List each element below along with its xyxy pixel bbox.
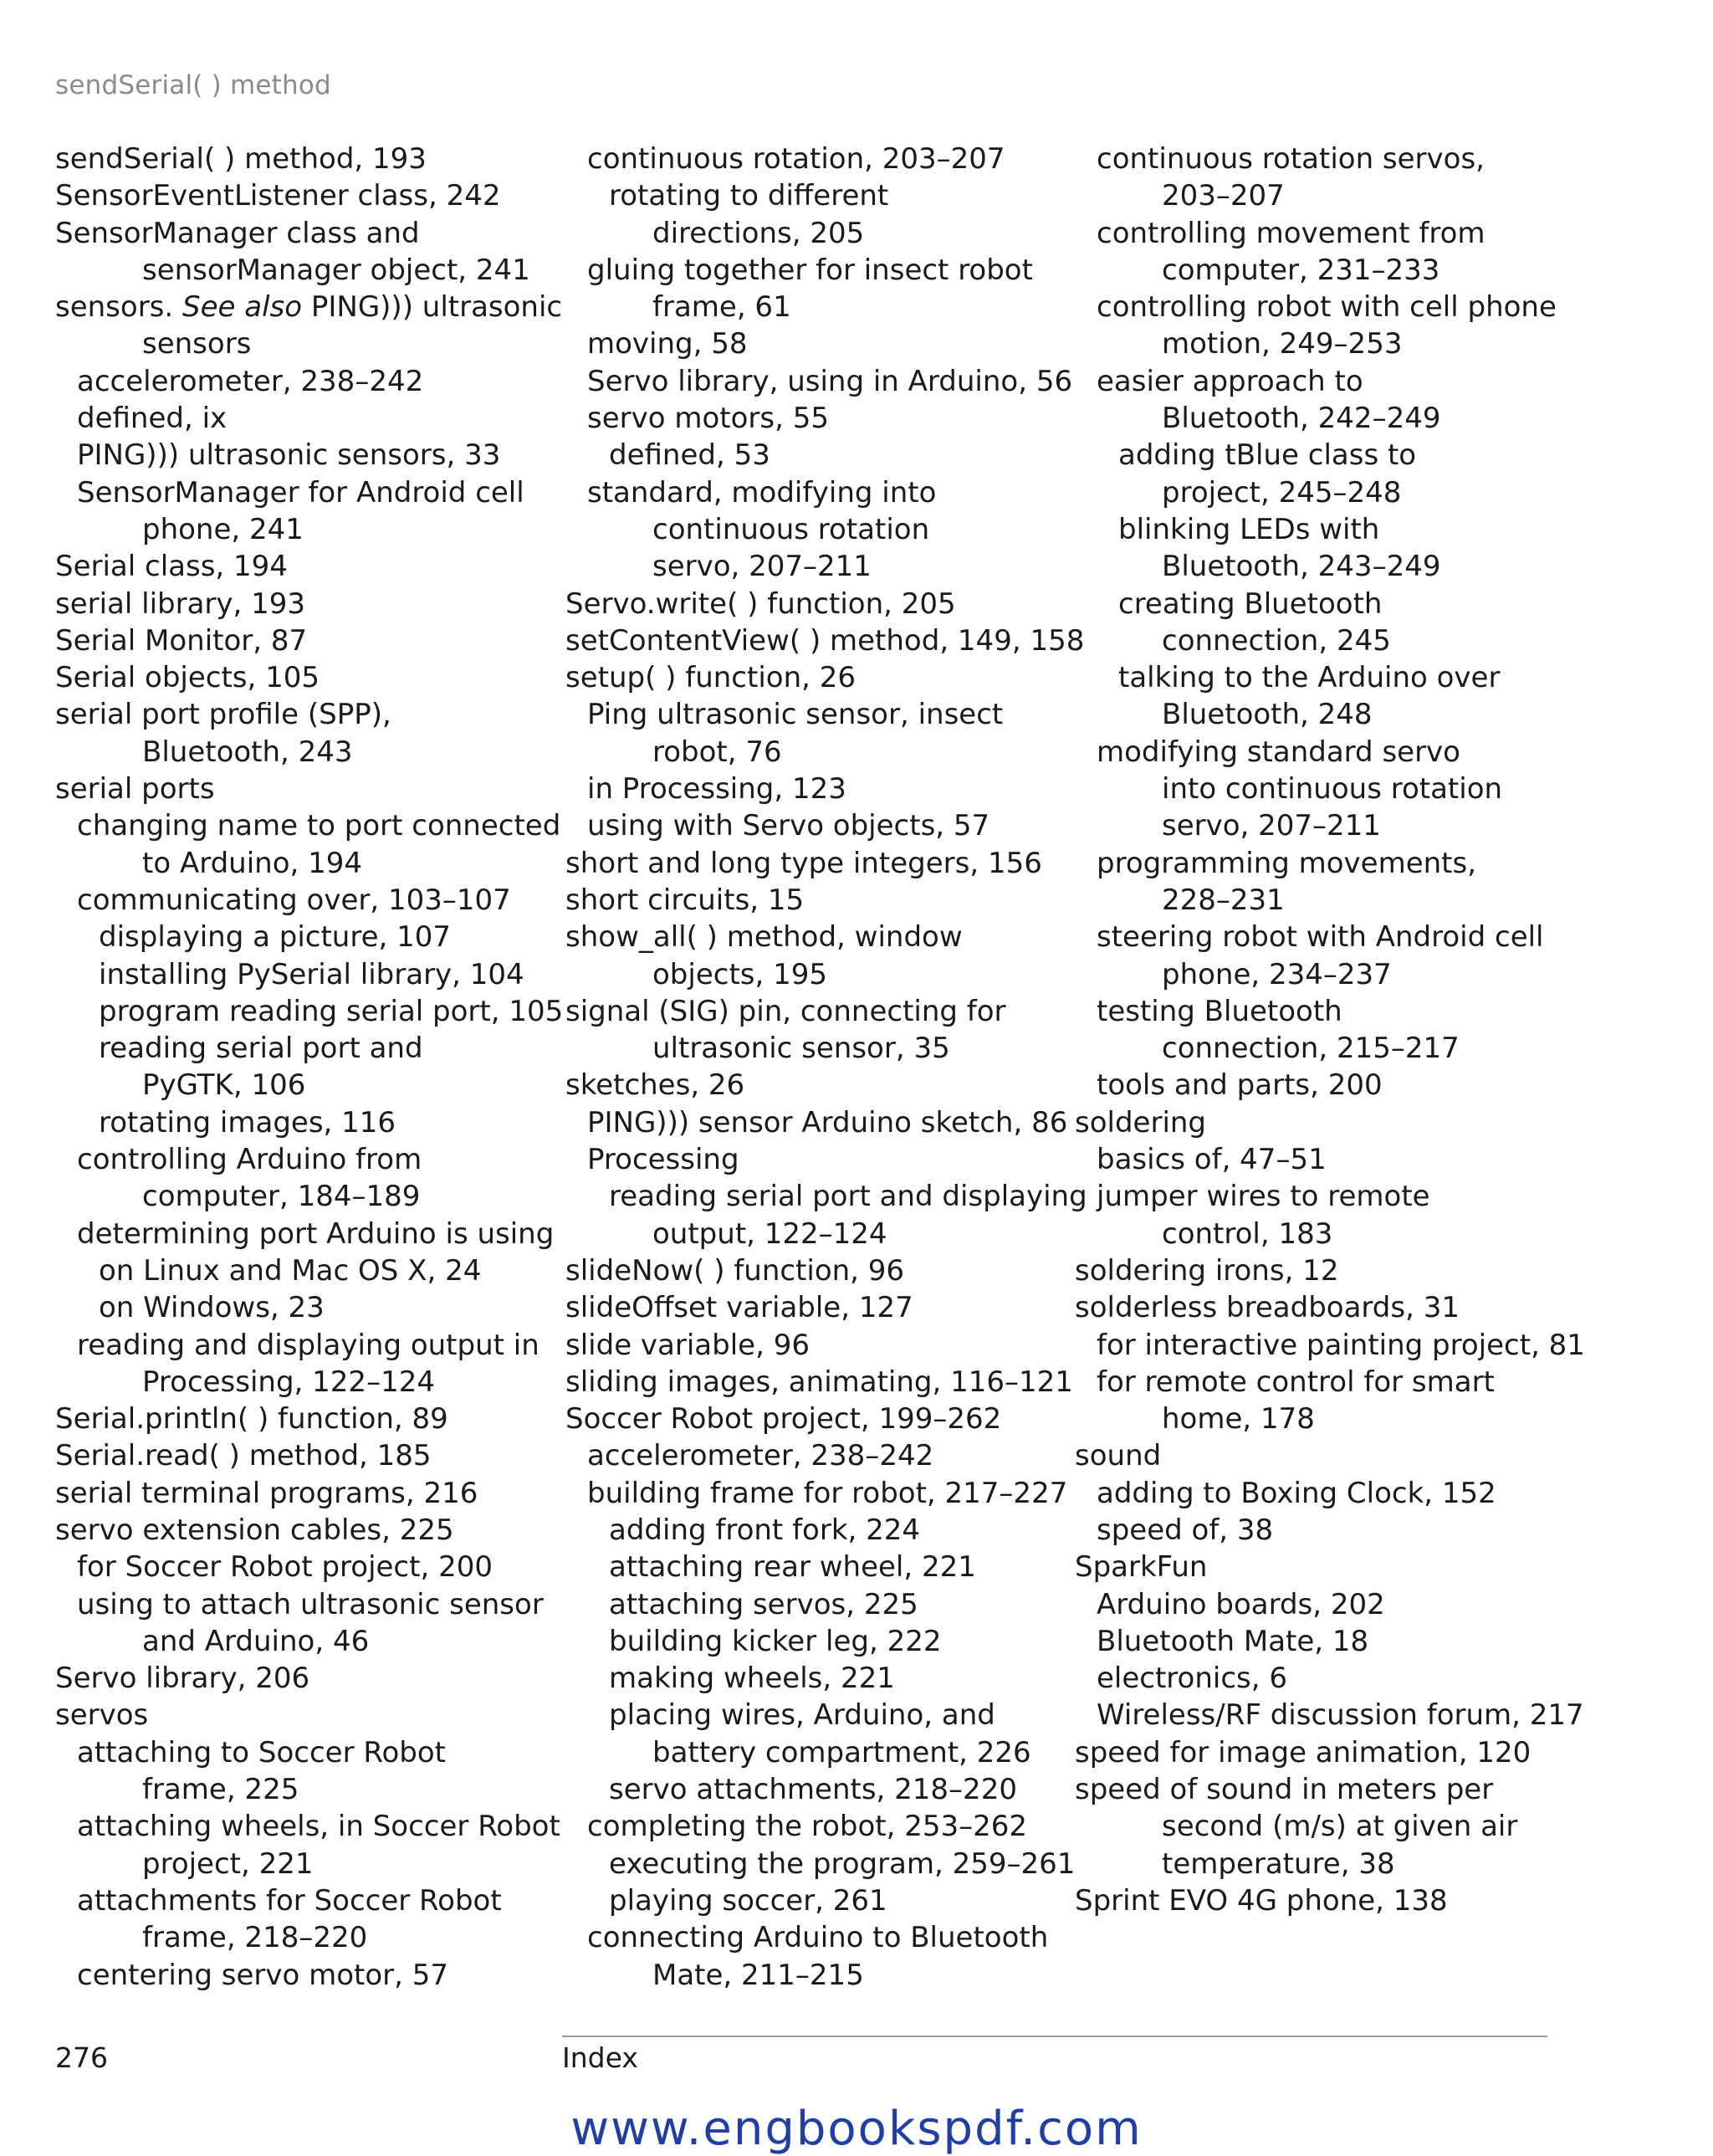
index-entry: Soccer Robot project, 199–262: [565, 1402, 1002, 1436]
index-entry: centering servo motor, 57: [77, 1958, 449, 1992]
see-also-label: See also: [182, 290, 303, 325]
index-entry: short circuits, 15: [565, 883, 805, 917]
index-entry-continuation: ultrasonic sensor, 35: [652, 1032, 950, 1066]
index-entry: sliding images, animating, 116–121: [565, 1365, 1073, 1399]
index-entry-continuation: Bluetooth, 248: [1162, 698, 1373, 732]
index-entry: Servo library, using in Arduino, 56: [587, 364, 1073, 398]
index-entry-continuation: servo, 207–211: [652, 550, 872, 584]
index-entry: easier approach to: [1097, 364, 1363, 398]
index-entry: slide variable, 96: [565, 1328, 810, 1362]
index-entry: standard, modifying into: [587, 475, 937, 510]
index-entry: placing wires, Arduino, and: [609, 1698, 995, 1733]
index-entry: in Processing, 123: [587, 772, 846, 807]
footer-label: Index: [562, 2041, 638, 2074]
index-entry: SensorManager class and: [55, 216, 420, 250]
index-entry: setContentView( ) method, 149, 158: [565, 623, 1085, 658]
index-entry: on Windows, 23: [99, 1291, 325, 1325]
index-entry: SensorEventListener class, 242: [55, 179, 501, 213]
index-entry: playing soccer, 261: [609, 1883, 887, 1918]
index-entry: displaying a picture, 107: [99, 920, 452, 955]
index-entry: for Soccer Robot project, 200: [77, 1550, 493, 1585]
index-entry: attaching wheels, in Soccer Robot: [77, 1810, 560, 1844]
index-entry: determining port Arduino is using: [77, 1216, 555, 1251]
index-entry: short and long type integers, 156: [565, 846, 1042, 880]
index-entry-continuation: motion, 249–253: [1162, 327, 1403, 361]
index-entry-continuation: project, 221: [142, 1846, 314, 1881]
index-entry-continuation: phone, 234–237: [1162, 957, 1392, 991]
index-entry-continuation: connection, 245: [1162, 623, 1391, 658]
index-entry: serial terminal programs, 216: [55, 1476, 478, 1510]
index-entry: creating Bluetooth: [1118, 586, 1383, 621]
index-entry-continuation: continuous rotation: [652, 512, 930, 546]
index-entry: soldering irons, 12: [1075, 1253, 1339, 1288]
index-entry-continuation: project, 245–248: [1162, 475, 1402, 510]
index-entry: slideNow( ) function, 96: [565, 1253, 905, 1288]
index-entry: signal (SIG) pin, connecting for: [565, 994, 1006, 1028]
index-entry: sendSerial( ) method, 193: [55, 142, 427, 176]
index-entry-continuation: phone, 241: [142, 512, 304, 546]
index-entry: Ping ultrasonic sensor, insect: [587, 698, 1004, 732]
index-entry: completing the robot, 253–262: [587, 1810, 1028, 1844]
index-entry: using to attach ultrasonic sensor: [77, 1587, 544, 1621]
index-entry: continuous rotation, 203–207: [587, 142, 1005, 176]
index-entry: servo attachments, 218–220: [609, 1773, 1017, 1807]
index-entry: servos: [55, 1698, 149, 1733]
index-entry: SparkFun: [1075, 1550, 1208, 1585]
index-entry-continuation: battery compartment, 226: [652, 1735, 1031, 1769]
index-entry: programming movements,: [1097, 846, 1477, 880]
index-entry: sensors. See also PING))) ultrasonic: [55, 290, 563, 325]
index-entry: making wheels, 221: [609, 1662, 895, 1696]
index-entry: modifying standard servo: [1097, 735, 1460, 769]
index-entry: controlling Arduino from: [77, 1143, 422, 1177]
index-entry: tools and parts, 200: [1097, 1068, 1383, 1103]
index-entry-continuation: 203–207: [1162, 179, 1285, 213]
index-entry: sound: [1075, 1439, 1162, 1473]
index-entry: on Linux and Mac OS X, 24: [99, 1253, 482, 1288]
running-head: sendSerial( ) method: [55, 70, 331, 100]
index-entry-continuation: sensors: [142, 327, 252, 361]
index-entry-continuation: connection, 215–217: [1162, 1032, 1460, 1066]
index-column-3: [1075, 141, 1585, 1919]
index-entry: testing Bluetooth: [1097, 994, 1342, 1028]
index-entry-continuation: frame, 225: [142, 1773, 299, 1807]
index-entry: program reading serial port, 105: [99, 994, 564, 1028]
watermark-link[interactable]: www.engbookspdf.com: [570, 2102, 1143, 2156]
index-entry: blinking LEDs with: [1118, 512, 1380, 546]
index-entry: attaching rear wheel, 221: [609, 1550, 976, 1585]
index-entry-continuation: temperature, 38: [1162, 1846, 1395, 1881]
index-entry: speed of, 38: [1097, 1513, 1274, 1547]
index-entry: building frame for robot, 217–227: [587, 1476, 1068, 1510]
index-entry-continuation: Bluetooth, 242–249: [1162, 402, 1441, 436]
index-entry: adding tBlue class to: [1118, 438, 1417, 473]
index-entry: reading serial port and: [99, 1032, 423, 1066]
index-entry: servo extension cables, 225: [55, 1513, 454, 1547]
index-entry-continuation: into continuous rotation: [1162, 772, 1503, 807]
index-entry-continuation: Bluetooth, 243–249: [1162, 550, 1441, 584]
index-entry: Serial class, 194: [55, 550, 288, 584]
index-entry: Wireless/RF discussion forum, 217: [1097, 1698, 1584, 1733]
index-entry: show_all( ) method, window: [565, 920, 963, 955]
index-entry: Serial objects, 105: [55, 661, 320, 695]
index-entry: Sprint EVO 4G phone, 138: [1075, 1883, 1448, 1918]
index-entry-continuation: servo, 207–211: [1162, 809, 1381, 843]
index-entry: gluing together for insect robot: [587, 253, 1033, 287]
index-entry: building kicker leg, 222: [609, 1624, 942, 1658]
index-entry: servo motors, 55: [587, 402, 829, 436]
index-entry: reading and displaying output in: [77, 1328, 539, 1362]
index-entry: speed of sound in meters per: [1075, 1773, 1494, 1807]
index-entry-continuation: sensorManager object, 241: [142, 253, 530, 287]
index-entry-continuation: frame, 218–220: [142, 1921, 368, 1955]
index-entry: accelerometer, 238–242: [587, 1439, 934, 1473]
index-entry: attaching servos, 225: [609, 1587, 918, 1621]
index-entry: Processing: [587, 1143, 739, 1177]
index-entry: connecting Arduino to Bluetooth: [587, 1921, 1049, 1955]
index-entry: slideOffset variable, 127: [565, 1291, 913, 1325]
index-entry: adding to Boxing Clock, 152: [1097, 1476, 1496, 1510]
index-entry: changing name to port connected: [77, 809, 561, 843]
index-entry: jumper wires to remote: [1097, 1180, 1430, 1214]
index-entry-continuation: Processing, 122–124: [142, 1365, 435, 1399]
index-entry: sketches, 26: [565, 1068, 745, 1103]
index-entry-continuation: Bluetooth, 243: [142, 735, 353, 769]
index-entry: rotating images, 116: [99, 1105, 396, 1139]
index-entry-continuation: frame, 61: [652, 290, 791, 325]
index-entry-continuation: control, 183: [1162, 1216, 1333, 1251]
index-entry: Serial Monitor, 87: [55, 623, 308, 658]
index-entry-continuation: and Arduino, 46: [142, 1624, 370, 1658]
index-entry: Bluetooth Mate, 18: [1097, 1624, 1369, 1658]
index-entry: PING))) sensor Arduino sketch, 86: [587, 1105, 1068, 1139]
index-entry: continuous rotation servos,: [1097, 142, 1485, 176]
index-entry-continuation: to Arduino, 194: [142, 846, 363, 880]
index-entry: executing the program, 259–261: [609, 1846, 1076, 1881]
index-entry: serial port profile (SPP),: [55, 698, 391, 732]
index-entry: communicating over, 103–107: [77, 883, 511, 917]
index-entry-continuation: robot, 76: [652, 735, 782, 769]
index-entry-continuation: 228–231: [1162, 883, 1285, 917]
index-entry: moving, 58: [587, 327, 748, 361]
footer-rule: [562, 2036, 1547, 2037]
index-column-2: [565, 141, 1087, 1994]
index-entry-continuation: computer, 231–233: [1162, 253, 1440, 287]
index-entry: adding front fork, 224: [609, 1513, 921, 1547]
index-column-1: [55, 141, 564, 1994]
index-entry: steering robot with Android cell: [1097, 920, 1544, 955]
index-entry: soldering: [1075, 1105, 1207, 1139]
index-entry: reading serial port and displaying: [609, 1180, 1087, 1214]
index-entry: Serial.read( ) method, 185: [55, 1439, 432, 1473]
index-entry: Servo library, 206: [55, 1662, 310, 1696]
index-entry: setup( ) function, 26: [565, 661, 856, 695]
index-entry-continuation: output, 122–124: [652, 1216, 887, 1251]
index-entry: rotating to different: [609, 179, 889, 213]
index-entry: solderless breadboards, 31: [1075, 1291, 1460, 1325]
index-entry: talking to the Arduino over: [1118, 661, 1501, 695]
index-entry: installing PySerial library, 104: [99, 957, 524, 991]
index-entry: accelerometer, 238–242: [77, 364, 424, 398]
index-entry-continuation: computer, 184–189: [142, 1180, 421, 1214]
index-entry: PING))) ultrasonic sensors, 33: [77, 438, 501, 473]
index-entry: basics of, 47–51: [1097, 1143, 1327, 1177]
index-entry-continuation: PyGTK, 106: [142, 1068, 306, 1103]
index-entry-continuation: Mate, 211–215: [652, 1958, 864, 1992]
index-entry-continuation: objects, 195: [652, 957, 827, 991]
page-number: 276: [55, 2041, 108, 2074]
index-entry: serial library, 193: [55, 586, 306, 621]
index-entry: Arduino boards, 202: [1097, 1587, 1385, 1621]
index-entry: defined, ix: [77, 402, 228, 436]
index-entry: electronics, 6: [1097, 1662, 1287, 1696]
index-entry: controlling robot with cell phone: [1097, 290, 1557, 325]
index-entry: speed for image animation, 120: [1075, 1735, 1531, 1769]
index-entry: controlling movement from: [1097, 216, 1485, 250]
index-entry: for interactive painting project, 81: [1097, 1328, 1585, 1362]
index-entry-continuation: second (m/s) at given air: [1162, 1810, 1518, 1844]
index-entry: attachments for Soccer Robot: [77, 1883, 502, 1918]
index-entry: Servo.write( ) function, 205: [565, 586, 956, 621]
index-entry: attaching to Soccer Robot: [77, 1735, 446, 1769]
index-entry: SensorManager for Android cell: [77, 475, 524, 510]
index-entry: defined, 53: [609, 438, 770, 473]
index-entry: Serial.println( ) function, 89: [55, 1402, 448, 1436]
index-entry: using with Servo objects, 57: [587, 809, 990, 843]
index-entry-continuation: directions, 205: [652, 216, 865, 250]
index-entry: for remote control for smart: [1097, 1365, 1495, 1399]
index-entry-continuation: home, 178: [1162, 1402, 1315, 1436]
index-entry: serial ports: [55, 772, 215, 807]
